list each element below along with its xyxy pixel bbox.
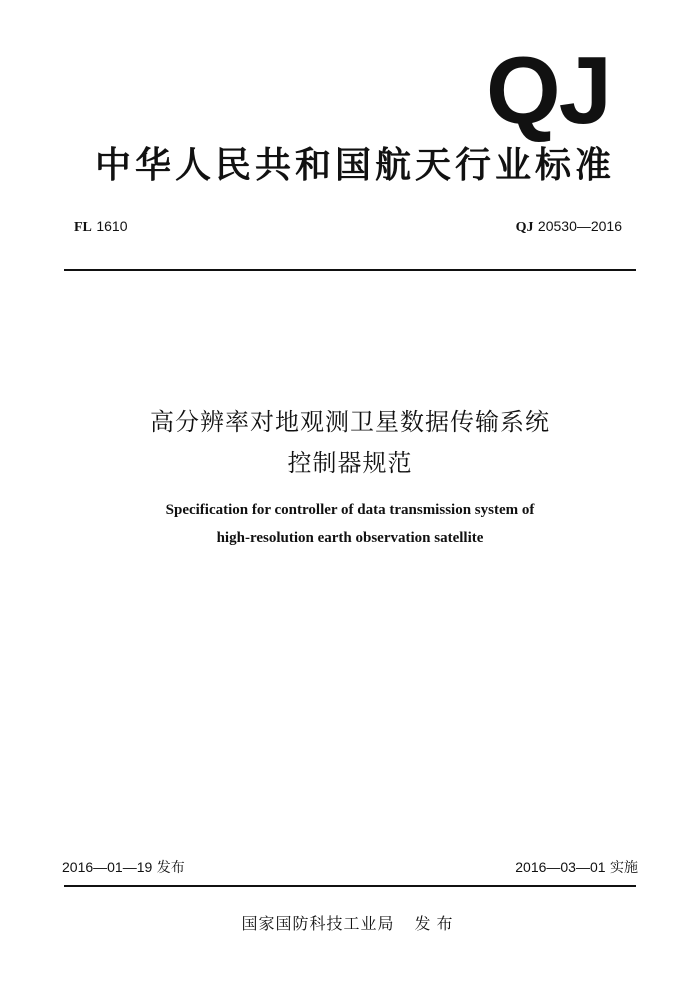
standard-code <box>516 216 622 238</box>
implement-date-value: 2016—03—01 <box>515 859 606 875</box>
title-en-line2: high-resolution earth observation satellite <box>216 530 484 546</box>
qj-logo: QJ <box>485 37 610 144</box>
bottom-divider <box>64 885 636 887</box>
publisher-name: 国家国防科技工业局 <box>241 914 395 933</box>
implement-date-label: 实施 <box>610 860 638 876</box>
classification-code <box>74 216 128 238</box>
top-divider <box>64 269 636 271</box>
classification-prefix: FL <box>74 220 92 235</box>
title-cn-line1: 高分辨率对地观测卫星数据传输系统 <box>150 408 550 436</box>
publisher <box>40 912 660 936</box>
standard-number: 20530—2016 <box>537 218 622 234</box>
publisher-action: 发布 <box>414 914 459 933</box>
agency-title: 中华人民共和国航天行业标准 <box>94 145 615 186</box>
issue-date-value: 2016—01—19 <box>62 859 153 875</box>
issue-date <box>62 857 185 878</box>
title-cn-line2: 控制器规范 <box>287 449 413 477</box>
implement-date <box>515 857 638 878</box>
classification-number: 1610 <box>96 218 128 234</box>
issue-date-label: 发布 <box>156 860 185 876</box>
standard-prefix: QJ <box>515 220 534 235</box>
title-en-line1: Specification for controller of data transmission system of <box>165 502 535 518</box>
